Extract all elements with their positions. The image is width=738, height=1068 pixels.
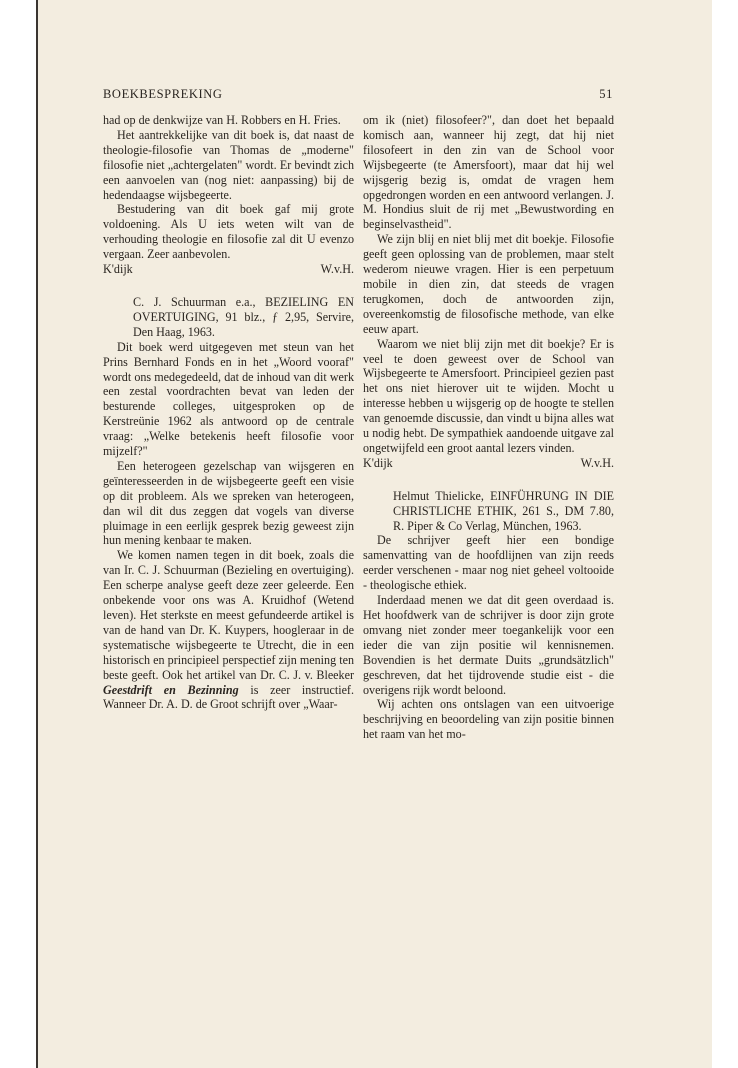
right-column — [363, 113, 614, 742]
paragraph: had op de denkwijze van H. Robbers en H. Fries. — [103, 113, 341, 127]
review-heading: C. J. Schuurman e.a., BEZIELING EN OVERTUIGING, 91 blz., ƒ 2,95, Servire, Den Haag, 1963. — [133, 294, 354, 339]
signature-initials: W.v.H. — [580, 455, 614, 470]
page-number: 51 — [599, 87, 613, 101]
paragraph: om ik (niet) filosofeer?", dan doet het bepaald komisch aan, wanneer hij zegt, dat hij niet filosofeert in den zin van de School voor Wijsbegeerte (te Amersfoort), maar dat hij wel wijsgerig bezig is, omdat de vragen hem opgedrongen worden en een antwoord verlangen. J. M. Hondius sluit de rij met „Bewustwording en beginselvastheid". — [363, 113, 614, 232]
review-signature — [363, 456, 614, 471]
signature-place: K'dijk — [103, 262, 133, 277]
italic-title: Geestdrift en Bezinning — [103, 682, 239, 697]
paragraph: We komen namen tegen in dit boek, zoals die van Ir. C. J. Schuurman (Bezieling en overtuiging). Een scherpe analyse geeft deze zeer geleerde. Een onbekende voor ons was A. Kruidhof (Wetend leven). Het sterkste en meest gefundeerde artikel is van de hand van Dr. K. Kuypers, hoogleraar in de systematische wijsbegeerte te Utrecht, die in een historisch en principieel perspectief zijn mening ten beste geeft. Ook het artikel van Dr. C. J. v. Bleeker Geestdrift en Bezinning is zeer instructief. Wanneer Dr. A. D. de Groot schrijft over „Waar- — [103, 548, 354, 712]
paragraph: Bestudering van dit boek gaf mij grote voldoening. Als U iets weten wilt van de verhouding theologie en filosofie zal dit U evenzo vergaan. Zeer aanbevolen. — [103, 202, 354, 262]
paragraph: Een heterogeen gezelschap van wijsgeren en geïnteresseerden in de wijsbegeerte geeft een visie op dit probleem. Als we spreken van heterogeen, dan wil dit dus zeggen dat vogels van diverse pluimage in een eerlijk gesprek bezig geweest zijn hun mening kenbaar te maken. — [103, 458, 354, 548]
signature-place: K'dijk — [363, 455, 393, 470]
review-signature — [103, 262, 354, 277]
left-column — [103, 113, 354, 712]
paragraph: Het aantrekkelijke van dit boek is, dat naast de theologie-filosofie van Thomas de „moderne" filosofie niet „achtergelaten" wordt. Er bevindt zich een aanvoelen van (nog niet: aanpassing) bij de hedendaagse wijsbegeerte. — [103, 127, 354, 202]
running-header — [103, 87, 613, 105]
paragraph: Wij achten ons ontslagen van een uitvoerige beschrijving en beoordeling van zijn positie binnen het raam van het mo- — [363, 697, 614, 742]
section-title: BOEKBESPREKING — [103, 87, 223, 101]
paragraph: Dit boek werd uitgegeven met steun van het Prins Bernhard Fonds en in het „Woord vooraf" wordt ons medegedeeld, dat de inhoud van dit werk een zestal voordrachten bevat van leden der besturende colleges, uitgesproken op de Kerstreünie 1962 als antwoord op de centrale vraag: „Welke betekenis heeft filosofie voor mijzelf?" — [103, 339, 354, 459]
signature-initials: W.v.H. — [320, 262, 354, 277]
paragraph: Inderdaad menen we dat dit geen overdaad is. Het hoofdwerk van de schrijver is door zijn grote omvang niet zonder meer toegankelijk voor een ieder die van zijn positie wil kennisnemen. Bovendien is het dermate Duits „grundsätzlich" geschreven, dat het tijdrovende studie eist - die overigens rijk wordt beloond. — [363, 593, 614, 697]
paragraph: We zijn blij en niet blij met dit boekje. Filosofie geeft geen oplossing van de problemen, maar stelt wederom nieuwe vragen. Hier is een perpetuum mobile in dien zin, dat steeds de vragen terugkomen, doch de antwoorden zijn, overeenkomstig de filosofische methode, van elke eeuw apart. — [363, 232, 614, 336]
review-heading: Helmut Thielicke, EINFÜHRUNG IN DIE CHRISTLICHE ETHIK, 261 S., DM 7.80, R. Piper & Co Verlag, München, 1963. — [393, 488, 614, 533]
paragraph: Waarom we niet blij zijn met dit boekje? Er is veel te doen geweest over de School van Wijsbegeerte te Amersfoort. Principieel gezien past het ons niet hierover uit te wijden. Mocht u interesse hebben u wijsgerig op de hoogte te stellen van genoemde discussie, dan vindt u bijna alles wat u nodig hebt. De sympathiek aandoende uitgave zal ongetwijfeld een groot aantal lezers vinden. — [363, 336, 614, 455]
paragraph: De schrijver geeft hier een bondige samenvatting van de hoofdlijnen van zijn reeds eerder verschenen - maar nog niet geheel voltooide - theologische ethiek. — [363, 533, 614, 593]
